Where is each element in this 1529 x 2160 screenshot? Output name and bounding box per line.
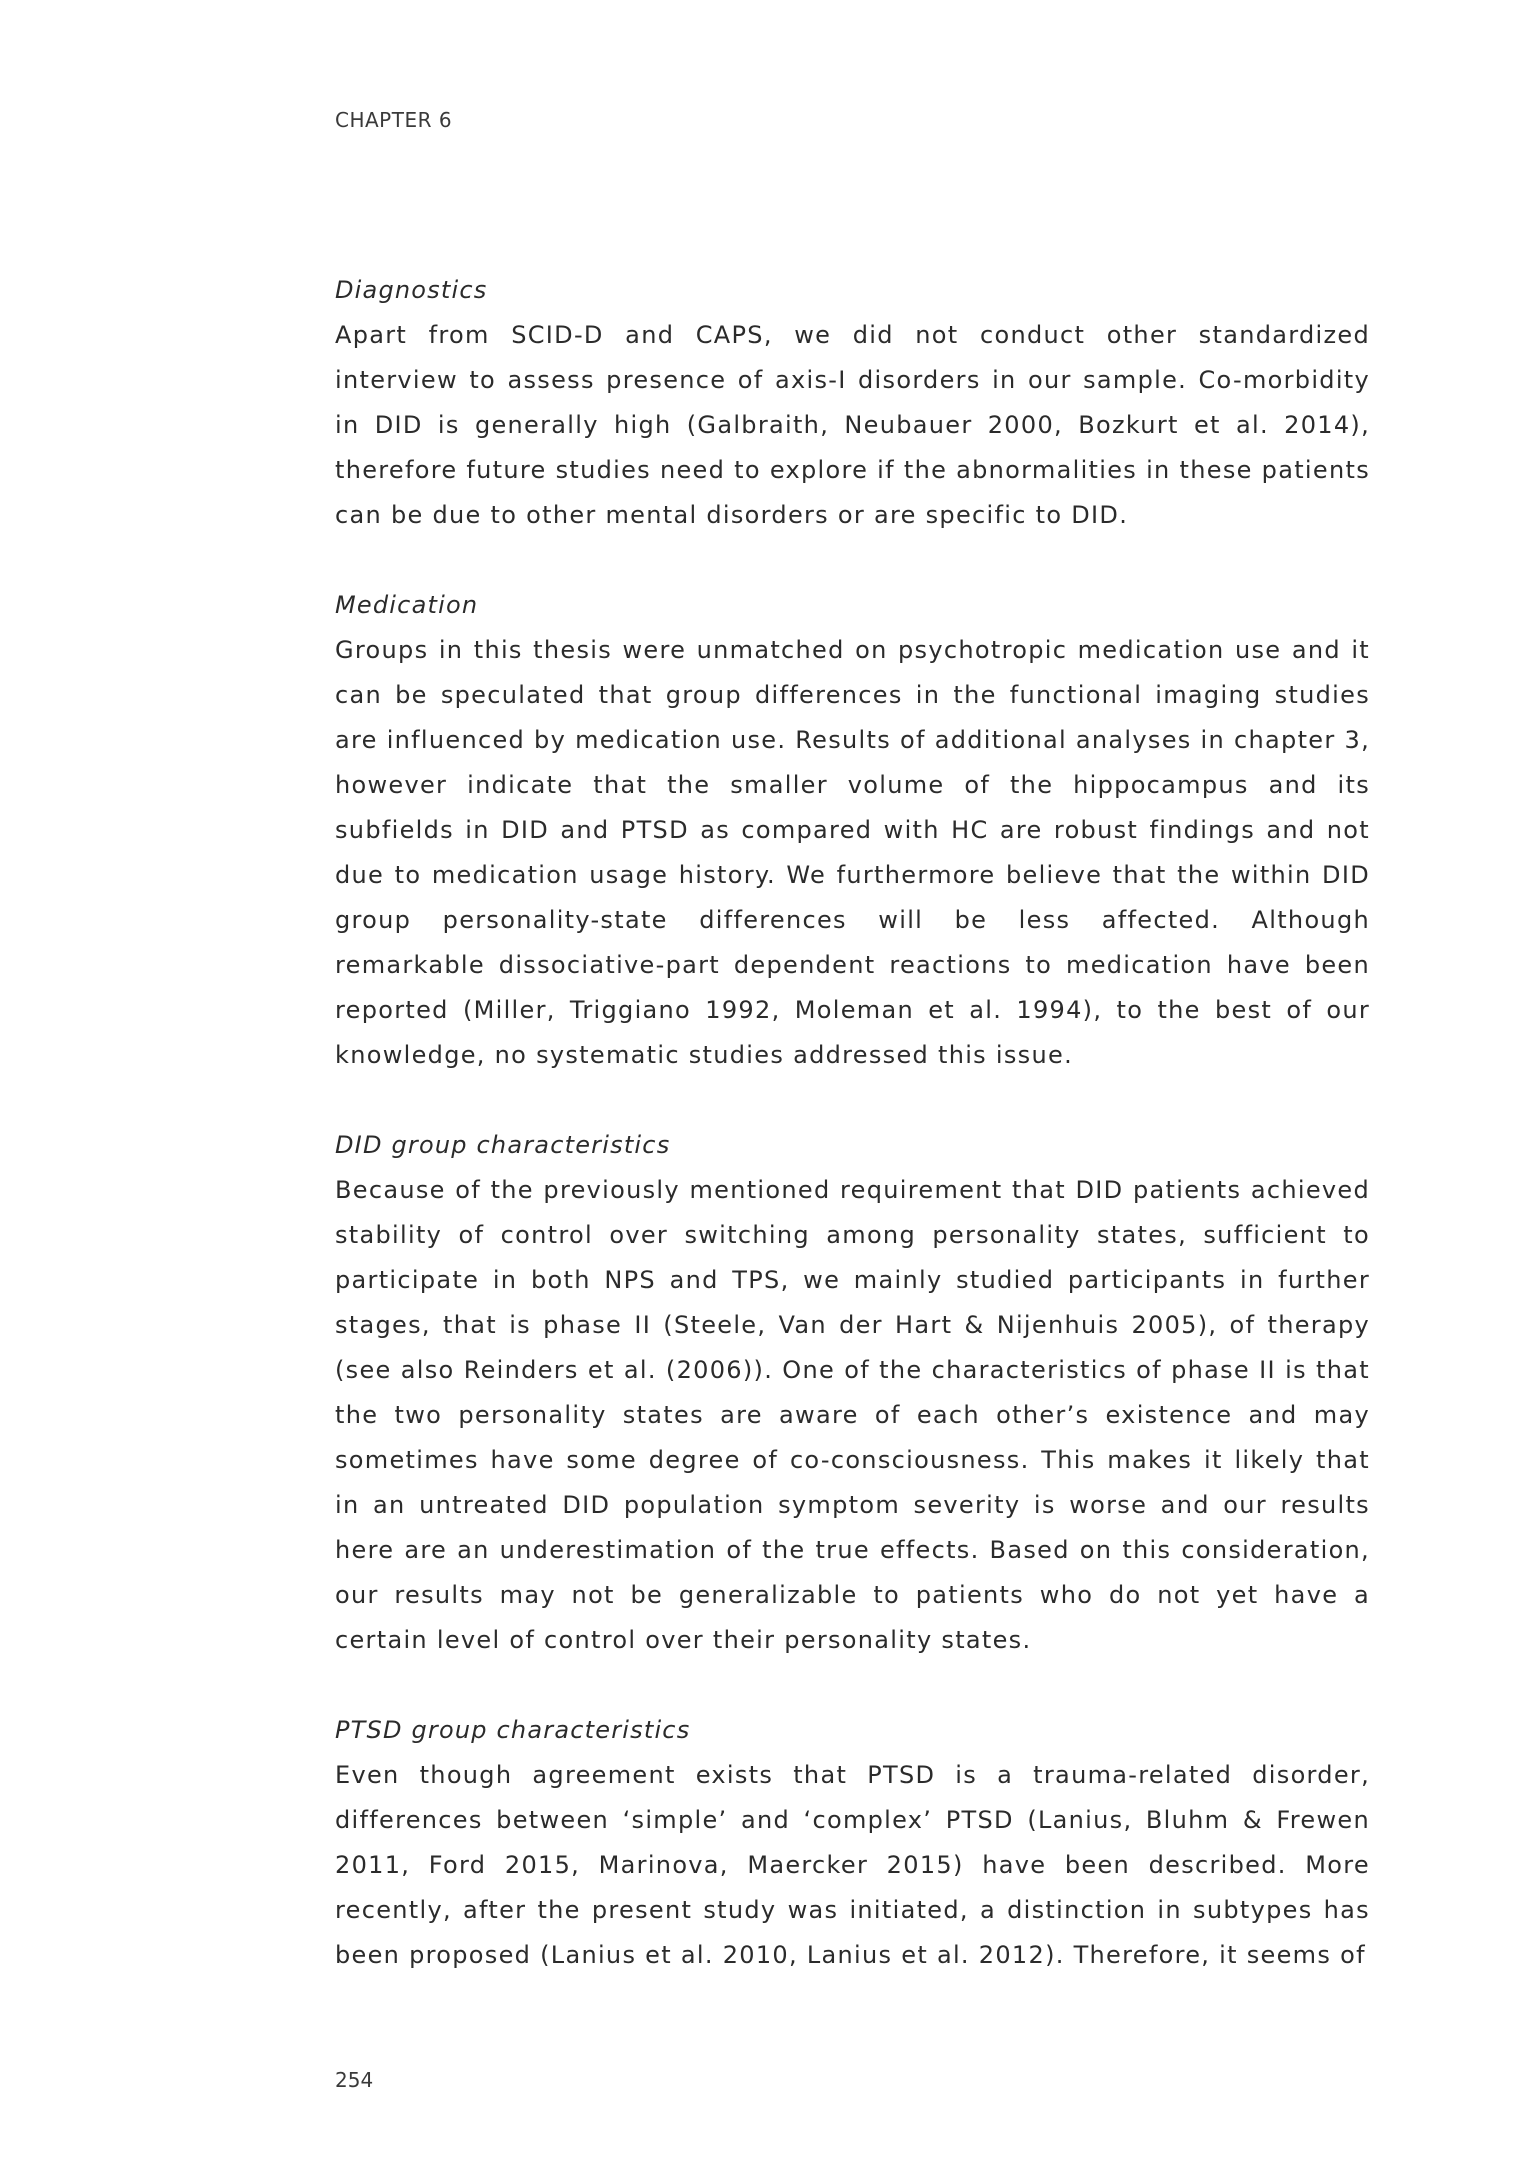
section-heading: Medication bbox=[335, 591, 479, 619]
section-paragraph: Groups in this thesis were unmatched on psychotropic medication use and it can be speculated that group differences in the functional imaging studies are influenced by medication use. Results of additional analyses in chapter 3, however indicate that the smaller volume of the hippocampus and its subfields in DID and PTSD as compared with HC are robust findings and not due to medication usage history. We furthermore believe that the within DID group personality-state differences will be less affected. Although remarkable dissociative-part dependent reactions to medication have been reported (Miller, Triggiano 1992, Moleman et al. 1994), to the best of our knowledge, no systematic studies addressed this issue. bbox=[335, 636, 1370, 1069]
section-heading: PTSD group characteristics bbox=[335, 1716, 691, 1744]
section-diagnostics bbox=[335, 268, 1370, 538]
section-ptsd-group-characteristics bbox=[335, 1708, 1370, 1978]
section-medication bbox=[335, 583, 1370, 1078]
section-paragraph: Apart from SCID-D and CAPS, we did not conduct other standardized interview to assess presence of axis-I disorders in our sample. Co-morbidity in DID is generally high (Galbraith, Neubauer 2000, Bozkurt et al. 2014), therefore future studies need to explore if the abnormalities in these patients can be due to other mental disorders or are specific to DID. bbox=[335, 321, 1370, 529]
page-number: 254 bbox=[335, 2068, 374, 2092]
section-heading: Diagnostics bbox=[335, 276, 488, 304]
section-heading: DID group characteristics bbox=[335, 1131, 671, 1159]
section-did-group-characteristics bbox=[335, 1123, 1370, 1663]
section-paragraph: Because of the previously mentioned requirement that DID patients achieved stability of control over switching among personality states, sufficient to participate in both NPS and TPS, we mainly studied participants in further stages, that is phase II (Steele, Van der Hart & Nijenhuis 2005), of therapy (see also Reinders et al. (2006)). One of the characteristics of phase II is that the two personality states are aware of each other’s existence and may sometimes have some degree of co-consciousness. This makes it likely that in an untreated DID population symptom severity is worse and our results here are an underestimation of the true effects. Based on this consideration, our results may not be generalizable to patients who do not yet have a certain level of control over their personality states. bbox=[335, 1176, 1370, 1654]
running-header: CHAPTER 6 bbox=[335, 108, 453, 132]
page-body bbox=[335, 268, 1370, 2023]
section-paragraph: Even though agreement exists that PTSD is a trauma-related disorder, differences between ‘simple’ and ‘complex’ PTSD (Lanius, Bluhm & Frewen 2011, Ford 2015, Marinova, Maercker 2015) have been described. More recently, after the present study was initiated, a distinction in subtypes has been proposed (Lanius et al. 2010, Lanius et al. 2012). Therefore, it seems of bbox=[335, 1761, 1370, 1969]
